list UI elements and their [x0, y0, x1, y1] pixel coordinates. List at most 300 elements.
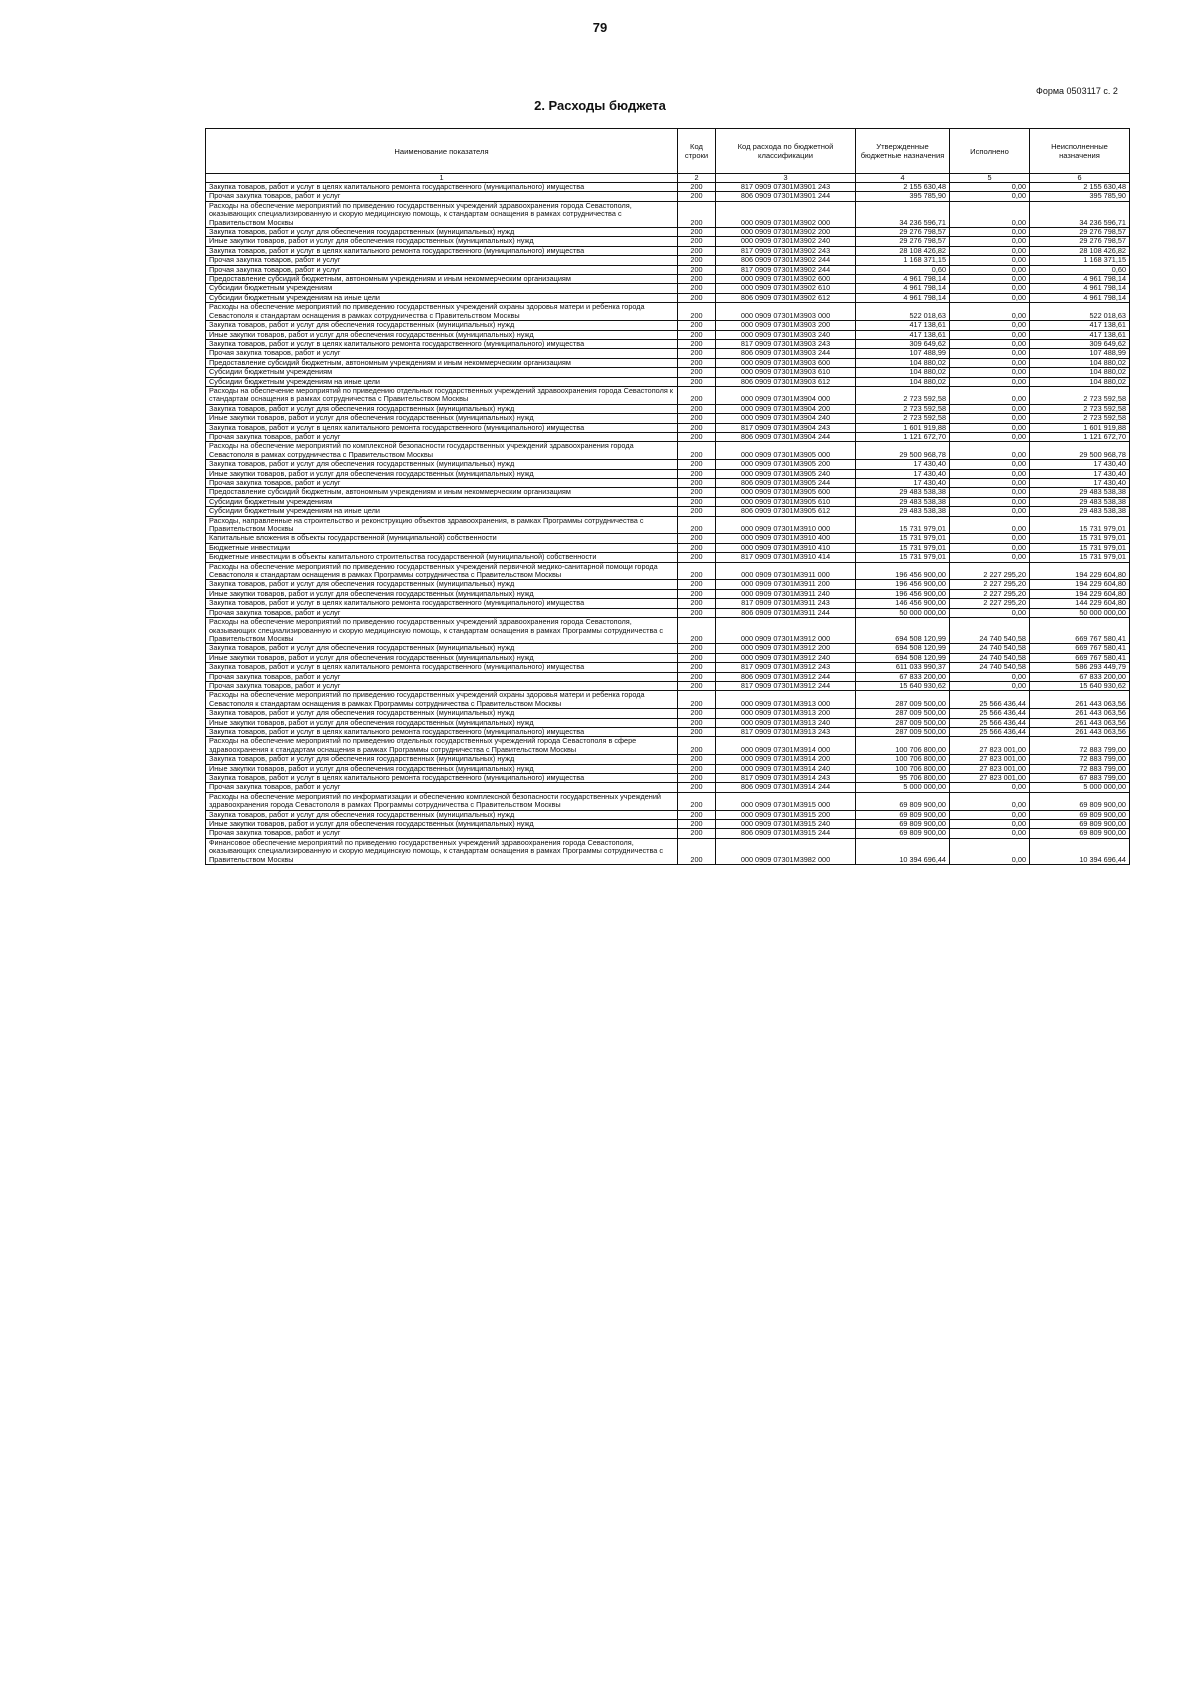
row-unexecuted: 5 000 000,00 — [1030, 783, 1130, 792]
row-line-code: 200 — [678, 237, 716, 246]
row-line-code: 200 — [678, 589, 716, 598]
table-row — [206, 469, 1130, 478]
column-number: 2 — [678, 174, 716, 183]
table-row — [206, 293, 1130, 302]
header-budget-code: Код расхода по бюджетной классификации — [716, 129, 856, 174]
column-number: 5 — [950, 174, 1030, 183]
row-unexecuted: 50 000 000,00 — [1030, 608, 1130, 617]
row-unexecuted: 0,60 — [1030, 265, 1130, 274]
row-budget-code: 000 0909 07301М3915 240 — [716, 820, 856, 829]
row-line-code: 200 — [678, 423, 716, 432]
row-line-code: 200 — [678, 709, 716, 718]
row-unexecuted: 261 443 063,56 — [1030, 718, 1130, 727]
column-number: 4 — [856, 174, 950, 183]
row-line-code: 200 — [678, 330, 716, 339]
row-approved: 15 731 979,01 — [856, 534, 950, 543]
table-row — [206, 228, 1130, 237]
table-row — [206, 829, 1130, 838]
row-budget-code: 806 0909 07301М3904 244 — [716, 432, 856, 441]
row-unexecuted: 69 809 900,00 — [1030, 829, 1130, 838]
row-name: Иные закупки товаров, работ и услуг для обеспечения государственных (муниципальных) нужд — [206, 718, 678, 727]
row-unexecuted: 28 108 426,82 — [1030, 246, 1130, 255]
row-name: Прочая закупка товаров, работ и услуг — [206, 192, 678, 201]
row-budget-code: 000 0909 07301М3912 200 — [716, 644, 856, 653]
row-executed: 0,00 — [950, 237, 1030, 246]
table-row — [206, 497, 1130, 506]
table-row — [206, 330, 1130, 339]
row-executed: 0,00 — [950, 349, 1030, 358]
row-executed: 0,00 — [950, 377, 1030, 386]
row-unexecuted: 69 809 900,00 — [1030, 810, 1130, 819]
row-approved: 2 155 630,48 — [856, 183, 950, 192]
row-line-code: 200 — [678, 246, 716, 255]
row-budget-code: 000 0909 07301М3913 240 — [716, 718, 856, 727]
row-name: Прочая закупка товаров, работ и услуг — [206, 265, 678, 274]
row-budget-code: 817 0909 07301М3902 243 — [716, 246, 856, 255]
row-unexecuted: 309 649,62 — [1030, 339, 1130, 348]
row-executed: 0,00 — [950, 228, 1030, 237]
row-budget-code: 000 0909 07301М3911 000 — [716, 562, 856, 580]
row-name: Субсидии бюджетным учреждениям — [206, 497, 678, 506]
row-executed: 24 740 540,58 — [950, 618, 1030, 644]
row-line-code: 200 — [678, 562, 716, 580]
row-name: Прочая закупка товаров, работ и услуг — [206, 479, 678, 488]
table-row — [206, 386, 1130, 404]
row-line-code: 200 — [678, 275, 716, 284]
row-budget-code: 817 0909 07301М3912 244 — [716, 681, 856, 690]
row-unexecuted: 72 883 799,00 — [1030, 737, 1130, 755]
row-unexecuted: 669 767 580,41 — [1030, 618, 1130, 644]
row-line-code: 200 — [678, 608, 716, 617]
row-budget-code: 000 0909 07301М3913 200 — [716, 709, 856, 718]
row-executed: 0,00 — [950, 423, 1030, 432]
row-name: Закупка товаров, работ и услуг для обеспечения государственных (муниципальных) нужд — [206, 644, 678, 653]
table-row — [206, 201, 1130, 227]
row-budget-code: 000 0909 07301М3902 240 — [716, 237, 856, 246]
table-row — [206, 404, 1130, 413]
row-executed: 25 566 436,44 — [950, 691, 1030, 709]
row-approved: 15 731 979,01 — [856, 516, 950, 534]
table-row — [206, 663, 1130, 672]
row-budget-code: 000 0909 07301М3905 610 — [716, 497, 856, 506]
row-budget-code: 000 0909 07301М3914 240 — [716, 764, 856, 773]
row-line-code: 200 — [678, 349, 716, 358]
row-unexecuted: 1 168 371,15 — [1030, 256, 1130, 265]
row-line-code: 200 — [678, 792, 716, 810]
row-name: Предоставление субсидий бюджетным, автономным учреждениям и иным некоммерческим организациям — [206, 488, 678, 497]
row-name: Субсидии бюджетным учреждениям — [206, 284, 678, 293]
row-name: Иные закупки товаров, работ и услуг для обеспечения государственных (муниципальных) нужд — [206, 764, 678, 773]
table-row — [206, 265, 1130, 274]
row-name: Прочая закупка товаров, работ и услуг — [206, 432, 678, 441]
row-name: Закупка товаров, работ и услуг для обеспечения государственных (муниципальных) нужд — [206, 755, 678, 764]
table-row — [206, 275, 1130, 284]
row-executed: 0,00 — [950, 275, 1030, 284]
row-approved: 196 456 900,00 — [856, 562, 950, 580]
row-line-code: 200 — [678, 829, 716, 838]
row-budget-code: 000 0909 07301М3904 200 — [716, 404, 856, 413]
row-executed: 25 566 436,44 — [950, 718, 1030, 727]
row-budget-code: 000 0909 07301М3904 000 — [716, 386, 856, 404]
row-unexecuted: 29 500 968,78 — [1030, 442, 1130, 460]
row-name: Иные закупки товаров, работ и услуг для обеспечения государственных (муниципальных) нужд — [206, 589, 678, 598]
row-budget-code: 000 0909 07301М3903 240 — [716, 330, 856, 339]
row-budget-code: 817 0909 07301М3910 414 — [716, 553, 856, 562]
row-unexecuted: 15 640 930,62 — [1030, 681, 1130, 690]
row-approved: 50 000 000,00 — [856, 608, 950, 617]
row-approved: 29 483 538,38 — [856, 507, 950, 516]
row-budget-code: 000 0909 07301М3910 410 — [716, 543, 856, 552]
row-line-code: 200 — [678, 321, 716, 330]
row-budget-code: 806 0909 07301М3912 244 — [716, 672, 856, 681]
row-budget-code: 806 0909 07301М3903 244 — [716, 349, 856, 358]
row-unexecuted: 261 443 063,56 — [1030, 691, 1130, 709]
row-unexecuted: 194 229 604,80 — [1030, 562, 1130, 580]
row-approved: 29 276 798,57 — [856, 237, 950, 246]
row-budget-code: 806 0909 07301М3905 612 — [716, 507, 856, 516]
table-row — [206, 755, 1130, 764]
row-approved: 1 601 919,88 — [856, 423, 950, 432]
row-name: Бюджетные инвестиции в объекты капитального строительства государственной (муниципальной) собственности — [206, 553, 678, 562]
row-approved: 100 706 800,00 — [856, 737, 950, 755]
row-budget-code: 000 0909 07301М3903 610 — [716, 368, 856, 377]
row-budget-code: 000 0909 07301М3904 240 — [716, 414, 856, 423]
table-row — [206, 256, 1130, 265]
row-unexecuted: 15 731 979,01 — [1030, 553, 1130, 562]
row-approved: 146 456 900,00 — [856, 599, 950, 608]
row-approved: 10 394 696,44 — [856, 838, 950, 864]
row-executed: 0,00 — [950, 543, 1030, 552]
row-unexecuted: 15 731 979,01 — [1030, 534, 1130, 543]
row-approved: 29 483 538,38 — [856, 497, 950, 506]
row-approved: 522 018,63 — [856, 303, 950, 321]
row-name: Закупка товаров, работ и услуг в целях капитального ремонта государственного (муниципального) имущества — [206, 423, 678, 432]
table-row — [206, 183, 1130, 192]
row-name: Закупка товаров, работ и услуг в целях капитального ремонта государственного (муниципального) имущества — [206, 183, 678, 192]
row-name: Иные закупки товаров, работ и услуг для обеспечения государственных (муниципальных) нужд — [206, 469, 678, 478]
row-name: Закупка товаров, работ и услуг для обеспечения государственных (муниципальных) нужд — [206, 404, 678, 413]
row-budget-code: 806 0909 07301М3901 244 — [716, 192, 856, 201]
row-line-code: 200 — [678, 377, 716, 386]
row-executed: 0,00 — [950, 792, 1030, 810]
row-executed: 0,00 — [950, 201, 1030, 227]
row-approved: 0,60 — [856, 265, 950, 274]
table-row — [206, 653, 1130, 662]
row-line-code: 200 — [678, 534, 716, 543]
row-line-code: 200 — [678, 691, 716, 709]
row-line-code: 200 — [678, 838, 716, 864]
row-unexecuted: 29 276 798,57 — [1030, 237, 1130, 246]
row-unexecuted: 72 883 799,00 — [1030, 764, 1130, 773]
row-line-code: 200 — [678, 460, 716, 469]
row-line-code: 200 — [678, 810, 716, 819]
row-executed: 2 227 295,20 — [950, 580, 1030, 589]
row-line-code: 200 — [678, 718, 716, 727]
table-row — [206, 303, 1130, 321]
row-approved: 29 500 968,78 — [856, 442, 950, 460]
row-name: Расходы на обеспечение мероприятий по приведению отдельных государственных учреждений здравоохранения города Севастополя к стандартам оснащения в рамках сотрудничества с Правительством Москвы — [206, 386, 678, 404]
row-unexecuted: 669 767 580,41 — [1030, 653, 1130, 662]
row-executed: 0,00 — [950, 488, 1030, 497]
row-name: Иные закупки товаров, работ и услуг для обеспечения государственных (муниципальных) нужд — [206, 653, 678, 662]
table-row — [206, 237, 1130, 246]
table-row — [206, 562, 1130, 580]
row-budget-code: 000 0909 07301М3910 000 — [716, 516, 856, 534]
row-approved: 69 809 900,00 — [856, 792, 950, 810]
row-budget-code: 000 0909 07301М3903 600 — [716, 358, 856, 367]
row-approved: 17 430,40 — [856, 460, 950, 469]
row-executed: 0,00 — [950, 469, 1030, 478]
row-line-code: 200 — [678, 404, 716, 413]
row-unexecuted: 17 430,40 — [1030, 460, 1130, 469]
row-line-code: 200 — [678, 644, 716, 653]
row-executed: 0,00 — [950, 339, 1030, 348]
table-row — [206, 368, 1130, 377]
table-row — [206, 820, 1130, 829]
row-name: Иные закупки товаров, работ и услуг для обеспечения государственных (муниципальных) нужд — [206, 414, 678, 423]
row-line-code: 200 — [678, 727, 716, 736]
row-unexecuted: 17 430,40 — [1030, 479, 1130, 488]
row-unexecuted: 15 731 979,01 — [1030, 516, 1130, 534]
row-line-code: 200 — [678, 479, 716, 488]
row-budget-code: 000 0909 07301М3902 000 — [716, 201, 856, 227]
row-line-code: 200 — [678, 516, 716, 534]
row-budget-code: 817 0909 07301М3904 243 — [716, 423, 856, 432]
row-name: Закупка товаров, работ и услуг для обеспечения государственных (муниципальных) нужд — [206, 810, 678, 819]
row-name: Бюджетные инвестиции — [206, 543, 678, 552]
table-row — [206, 709, 1130, 718]
table-header-row — [206, 129, 1130, 174]
row-executed: 27 823 001,00 — [950, 774, 1030, 783]
row-approved: 15 731 979,01 — [856, 553, 950, 562]
row-approved: 417 138,61 — [856, 321, 950, 330]
row-name: Закупка товаров, работ и услуг в целях капитального ремонта государственного (муниципального) имущества — [206, 663, 678, 672]
row-executed: 0,00 — [950, 608, 1030, 617]
row-executed: 0,00 — [950, 460, 1030, 469]
table-row — [206, 321, 1130, 330]
row-line-code: 200 — [678, 672, 716, 681]
row-executed: 0,00 — [950, 442, 1030, 460]
row-name: Закупка товаров, работ и услуг для обеспечения государственных (муниципальных) нужд — [206, 580, 678, 589]
row-name: Субсидии бюджетным учреждениям на иные цели — [206, 507, 678, 516]
row-executed: 0,00 — [950, 386, 1030, 404]
row-executed: 0,00 — [950, 534, 1030, 543]
row-unexecuted: 4 961 798,14 — [1030, 284, 1130, 293]
row-executed: 0,00 — [950, 321, 1030, 330]
row-budget-code: 806 0909 07301М3903 612 — [716, 377, 856, 386]
row-name: Закупка товаров, работ и услуг в целях капитального ремонта государственного (муниципального) имущества — [206, 339, 678, 348]
row-line-code: 200 — [678, 653, 716, 662]
row-budget-code: 000 0909 07301М3902 610 — [716, 284, 856, 293]
row-unexecuted: 104 880,02 — [1030, 377, 1130, 386]
row-unexecuted: 194 229 604,80 — [1030, 580, 1130, 589]
row-budget-code: 000 0909 07301М3915 000 — [716, 792, 856, 810]
row-budget-code: 000 0909 07301М3912 000 — [716, 618, 856, 644]
row-name: Расходы на обеспечение мероприятий по приведению отдельных государственных учреждений города Севастополя в сфере здравоохранения к стандартам оснащения в рамках Программы сотрудничества с Правительством Москвы — [206, 737, 678, 755]
row-approved: 29 483 538,38 — [856, 488, 950, 497]
row-line-code: 200 — [678, 774, 716, 783]
row-line-code: 200 — [678, 681, 716, 690]
row-executed: 24 740 540,58 — [950, 653, 1030, 662]
header-executed: Исполнено — [950, 129, 1030, 174]
row-executed: 0,00 — [950, 516, 1030, 534]
table-row — [206, 516, 1130, 534]
row-budget-code: 000 0909 07301М3915 200 — [716, 810, 856, 819]
row-unexecuted: 522 018,63 — [1030, 303, 1130, 321]
row-name: Закупка товаров, работ и услуг для обеспечения государственных (муниципальных) нужд — [206, 321, 678, 330]
row-line-code: 200 — [678, 764, 716, 773]
row-executed: 0,00 — [950, 672, 1030, 681]
row-approved: 100 706 800,00 — [856, 764, 950, 773]
table-row — [206, 534, 1130, 543]
table-row — [206, 618, 1130, 644]
table-row — [206, 507, 1130, 516]
row-unexecuted: 669 767 580,41 — [1030, 644, 1130, 653]
column-number: 1 — [206, 174, 678, 183]
table-row — [206, 479, 1130, 488]
row-budget-code: 000 0909 07301М3914 200 — [716, 755, 856, 764]
table-row — [206, 672, 1130, 681]
row-name: Прочая закупка товаров, работ и услуг — [206, 672, 678, 681]
column-number: 6 — [1030, 174, 1130, 183]
row-approved: 4 961 798,14 — [856, 293, 950, 302]
expenses-table — [205, 128, 1130, 865]
table-row — [206, 339, 1130, 348]
row-name: Субсидии бюджетным учреждениям — [206, 368, 678, 377]
row-executed: 0,00 — [950, 330, 1030, 339]
table-body — [206, 183, 1130, 865]
row-line-code: 200 — [678, 543, 716, 552]
table-row — [206, 432, 1130, 441]
row-unexecuted: 29 483 538,38 — [1030, 497, 1130, 506]
table-row — [206, 783, 1130, 792]
row-line-code: 200 — [678, 783, 716, 792]
row-name: Субсидии бюджетным учреждениям на иные цели — [206, 293, 678, 302]
row-approved: 34 236 596,71 — [856, 201, 950, 227]
row-name: Расходы на обеспечение мероприятий по приведению государственных учреждений здравоохранения города Севастополя, оказывающих специализированную и скорую медицинскую помощь, к стандартам оснащения в рамках сотрудничества с Правительством Москвы — [206, 201, 678, 227]
row-unexecuted: 261 443 063,56 — [1030, 727, 1130, 736]
row-unexecuted: 104 880,02 — [1030, 368, 1130, 377]
row-budget-code: 817 0909 07301М3911 243 — [716, 599, 856, 608]
row-unexecuted: 10 394 696,44 — [1030, 838, 1130, 864]
header-line-code: Код строки — [678, 129, 716, 174]
row-name: Прочая закупка товаров, работ и услуг — [206, 829, 678, 838]
row-line-code: 200 — [678, 293, 716, 302]
row-executed: 0,00 — [950, 497, 1030, 506]
row-budget-code: 806 0909 07301М3914 244 — [716, 783, 856, 792]
row-executed: 0,00 — [950, 507, 1030, 516]
row-line-code: 200 — [678, 488, 716, 497]
row-line-code: 200 — [678, 755, 716, 764]
row-line-code: 200 — [678, 618, 716, 644]
section-title: 2. Расходы бюджета — [534, 98, 666, 113]
row-executed: 25 566 436,44 — [950, 727, 1030, 736]
row-budget-code: 817 0909 07301М3914 243 — [716, 774, 856, 783]
row-unexecuted: 29 483 538,38 — [1030, 507, 1130, 516]
header-unexecuted: Неисполненные назначения — [1030, 129, 1130, 174]
row-name: Расходы на обеспечение мероприятий по приведению государственных учреждений охраны здоровья матери и ребенка города Севастополя к стандартам оснащения в рамках Программы сотрудничества с Правительством Москвы — [206, 691, 678, 709]
table-row — [206, 192, 1130, 201]
row-budget-code: 000 0909 07301М3905 200 — [716, 460, 856, 469]
row-line-code: 200 — [678, 192, 716, 201]
row-executed: 0,00 — [950, 404, 1030, 413]
row-budget-code: 000 0909 07301М3911 200 — [716, 580, 856, 589]
table-row — [206, 423, 1130, 432]
table-row — [206, 810, 1130, 819]
row-budget-code: 806 0909 07301М3911 244 — [716, 608, 856, 617]
row-executed: 0,00 — [950, 829, 1030, 838]
row-unexecuted: 144 229 604,80 — [1030, 599, 1130, 608]
row-approved: 287 009 500,00 — [856, 709, 950, 718]
table-row — [206, 589, 1130, 598]
row-line-code: 200 — [678, 284, 716, 293]
row-budget-code: 000 0909 07301М3903 200 — [716, 321, 856, 330]
table-row — [206, 488, 1130, 497]
row-unexecuted: 2 723 592,58 — [1030, 414, 1130, 423]
row-name: Закупка товаров, работ и услуг в целях капитального ремонта государственного (муниципального) имущества — [206, 246, 678, 255]
row-line-code: 200 — [678, 201, 716, 227]
row-name: Расходы на обеспечение мероприятий по приведению государственных учреждений первичной медико-санитарной помощи города Севастополя к стандартам оснащения в рамках Программы сотрудничества с Правительством Москвы — [206, 562, 678, 580]
row-executed: 2 227 295,20 — [950, 589, 1030, 598]
row-approved: 287 009 500,00 — [856, 718, 950, 727]
row-line-code: 200 — [678, 256, 716, 265]
row-executed: 2 227 295,20 — [950, 562, 1030, 580]
row-executed: 0,00 — [950, 810, 1030, 819]
row-executed: 0,00 — [950, 432, 1030, 441]
row-approved: 1 121 672,70 — [856, 432, 950, 441]
row-budget-code: 000 0909 07301М3902 200 — [716, 228, 856, 237]
row-unexecuted: 417 138,61 — [1030, 321, 1130, 330]
row-executed: 0,00 — [950, 293, 1030, 302]
row-budget-code: 817 0909 07301М3913 243 — [716, 727, 856, 736]
row-budget-code: 000 0909 07301М3903 000 — [716, 303, 856, 321]
row-name: Предоставление субсидий бюджетным, автономным учреждениям и иным некоммерческим организациям — [206, 275, 678, 284]
row-approved: 28 108 426,82 — [856, 246, 950, 255]
row-approved: 196 456 900,00 — [856, 580, 950, 589]
table-row — [206, 838, 1130, 864]
row-executed: 0,00 — [950, 553, 1030, 562]
row-name: Прочая закупка товаров, работ и услуг — [206, 349, 678, 358]
row-budget-code: 000 0909 07301М3905 600 — [716, 488, 856, 497]
table-row — [206, 284, 1130, 293]
row-budget-code: 000 0909 07301М3912 240 — [716, 653, 856, 662]
row-line-code: 200 — [678, 737, 716, 755]
row-line-code: 200 — [678, 442, 716, 460]
row-name: Прочая закупка товаров, работ и услуг — [206, 783, 678, 792]
row-approved: 694 508 120,99 — [856, 653, 950, 662]
row-unexecuted: 261 443 063,56 — [1030, 709, 1130, 718]
row-unexecuted: 2 155 630,48 — [1030, 183, 1130, 192]
row-line-code: 200 — [678, 358, 716, 367]
page-number: 79 — [592, 20, 608, 35]
row-name: Предоставление субсидий бюджетным, автономным учреждениям и иным некоммерческим организациям — [206, 358, 678, 367]
row-executed: 0,00 — [950, 183, 1030, 192]
header-name: Наименование показателя — [206, 129, 678, 174]
row-approved: 104 880,02 — [856, 377, 950, 386]
table-row — [206, 543, 1130, 552]
row-name: Закупка товаров, работ и услуг для обеспечения государственных (муниципальных) нужд — [206, 709, 678, 718]
row-executed: 24 740 540,58 — [950, 644, 1030, 653]
row-approved: 694 508 120,99 — [856, 644, 950, 653]
row-unexecuted: 2 723 592,58 — [1030, 404, 1130, 413]
row-line-code: 200 — [678, 303, 716, 321]
row-name: Прочая закупка товаров, работ и услуг — [206, 681, 678, 690]
row-budget-code: 000 0909 07301М3902 600 — [716, 275, 856, 284]
row-name: Закупка товаров, работ и услуг в целях капитального ремонта государственного (муниципального) имущества — [206, 599, 678, 608]
row-line-code: 200 — [678, 599, 716, 608]
row-line-code: 200 — [678, 580, 716, 589]
row-executed: 0,00 — [950, 256, 1030, 265]
